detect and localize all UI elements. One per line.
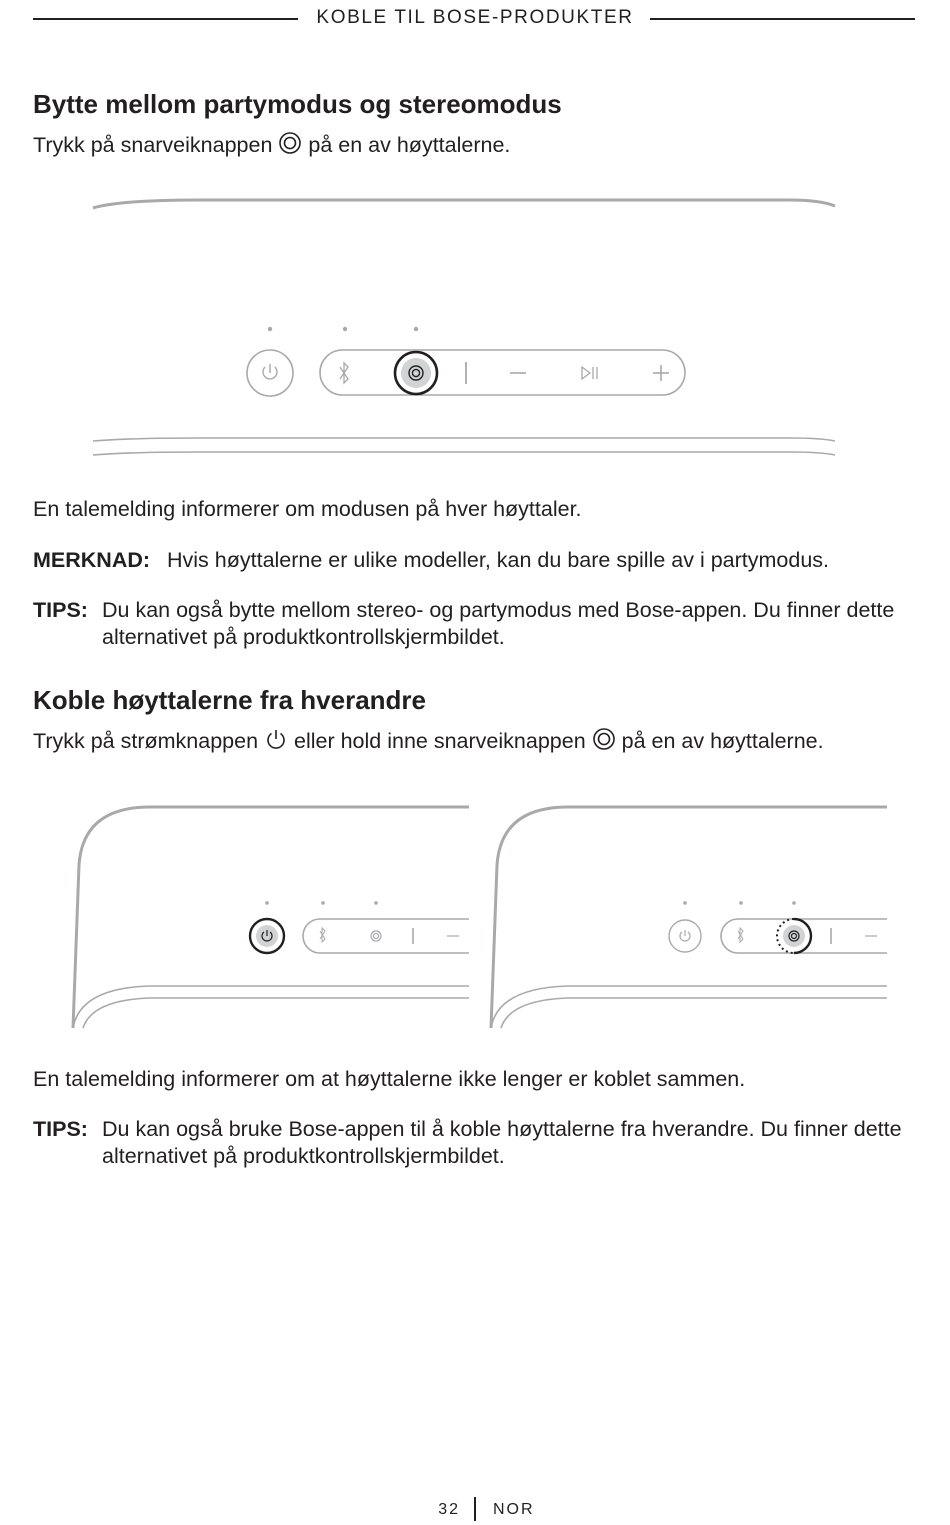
power-icon bbox=[264, 727, 288, 751]
note-row bbox=[33, 547, 927, 574]
voice-prompt-text-2: En talemelding informerer om at høyttalerne ikke lenger er koblet sammen. bbox=[33, 1067, 746, 1091]
tip-label: TIPS: bbox=[33, 598, 88, 622]
tip-row-1 bbox=[33, 597, 917, 651]
section-heading-disconnect: Koble høyttalerne fra hverandre bbox=[33, 685, 426, 715]
play-pause-icon bbox=[582, 367, 597, 379]
speaker-right-shortcut-held bbox=[491, 807, 887, 1028]
language-code: NOR bbox=[493, 1501, 535, 1518]
instruction-part: eller hold inne snarveiknappen bbox=[294, 729, 586, 753]
power-button-illustration bbox=[247, 350, 293, 396]
shortcut-button-icon bbox=[592, 727, 616, 751]
page-number: 32 bbox=[438, 1501, 460, 1518]
shortcut-button-highlighted bbox=[395, 352, 437, 394]
header-rule-right bbox=[650, 18, 915, 20]
instruction-part: på en av høyttalerne. bbox=[308, 133, 511, 157]
shortcut-button-icon bbox=[278, 131, 302, 155]
instruction-part: Trykk på strømknappen bbox=[33, 729, 259, 753]
speaker-left-power-pressed bbox=[73, 807, 469, 1028]
note-label: MERKNAD: bbox=[33, 548, 151, 572]
tip-row-2 bbox=[33, 1116, 917, 1170]
tip-label: TIPS: bbox=[33, 1117, 88, 1141]
voice-prompt-text-1: En talemelding informerer om modusen på hver høyttaler. bbox=[33, 497, 582, 521]
section-heading-party-stereo: Bytte mellom partymodus og stereomodus bbox=[33, 89, 562, 119]
footer-divider bbox=[474, 1497, 476, 1521]
speaker-top-view-illustration bbox=[0, 190, 950, 470]
instruction-text-1 bbox=[33, 131, 510, 159]
bluetooth-icon bbox=[340, 363, 348, 383]
speaker-disconnect-illustration bbox=[0, 795, 950, 1035]
instruction-part: Trykk på snarveiknappen bbox=[33, 133, 273, 157]
instruction-text-2 bbox=[33, 727, 824, 755]
note-text: Hvis høyttalerne er ulike modeller, kan du bare spille av i partymodus. bbox=[167, 548, 830, 572]
header-title: KOBLE TIL BOSE-PRODUKTER bbox=[316, 7, 634, 28]
header-rule-left bbox=[33, 18, 298, 20]
instruction-part: på en av høyttalerne. bbox=[621, 729, 824, 753]
tip-text: Du kan også bruke Bose-appen til å koble høyttalerne fra hverandre. Du finner dette alternativet på produktkontrollskjermbildet. bbox=[102, 1117, 902, 1168]
volume-up-icon bbox=[653, 365, 669, 381]
tip-text: Du kan også bytte mellom stereo- og partymodus med Bose-appen. Du finner dette alternativet på produktkontrollskjermbildet. bbox=[102, 598, 895, 649]
page-footer bbox=[0, 1501, 950, 1525]
